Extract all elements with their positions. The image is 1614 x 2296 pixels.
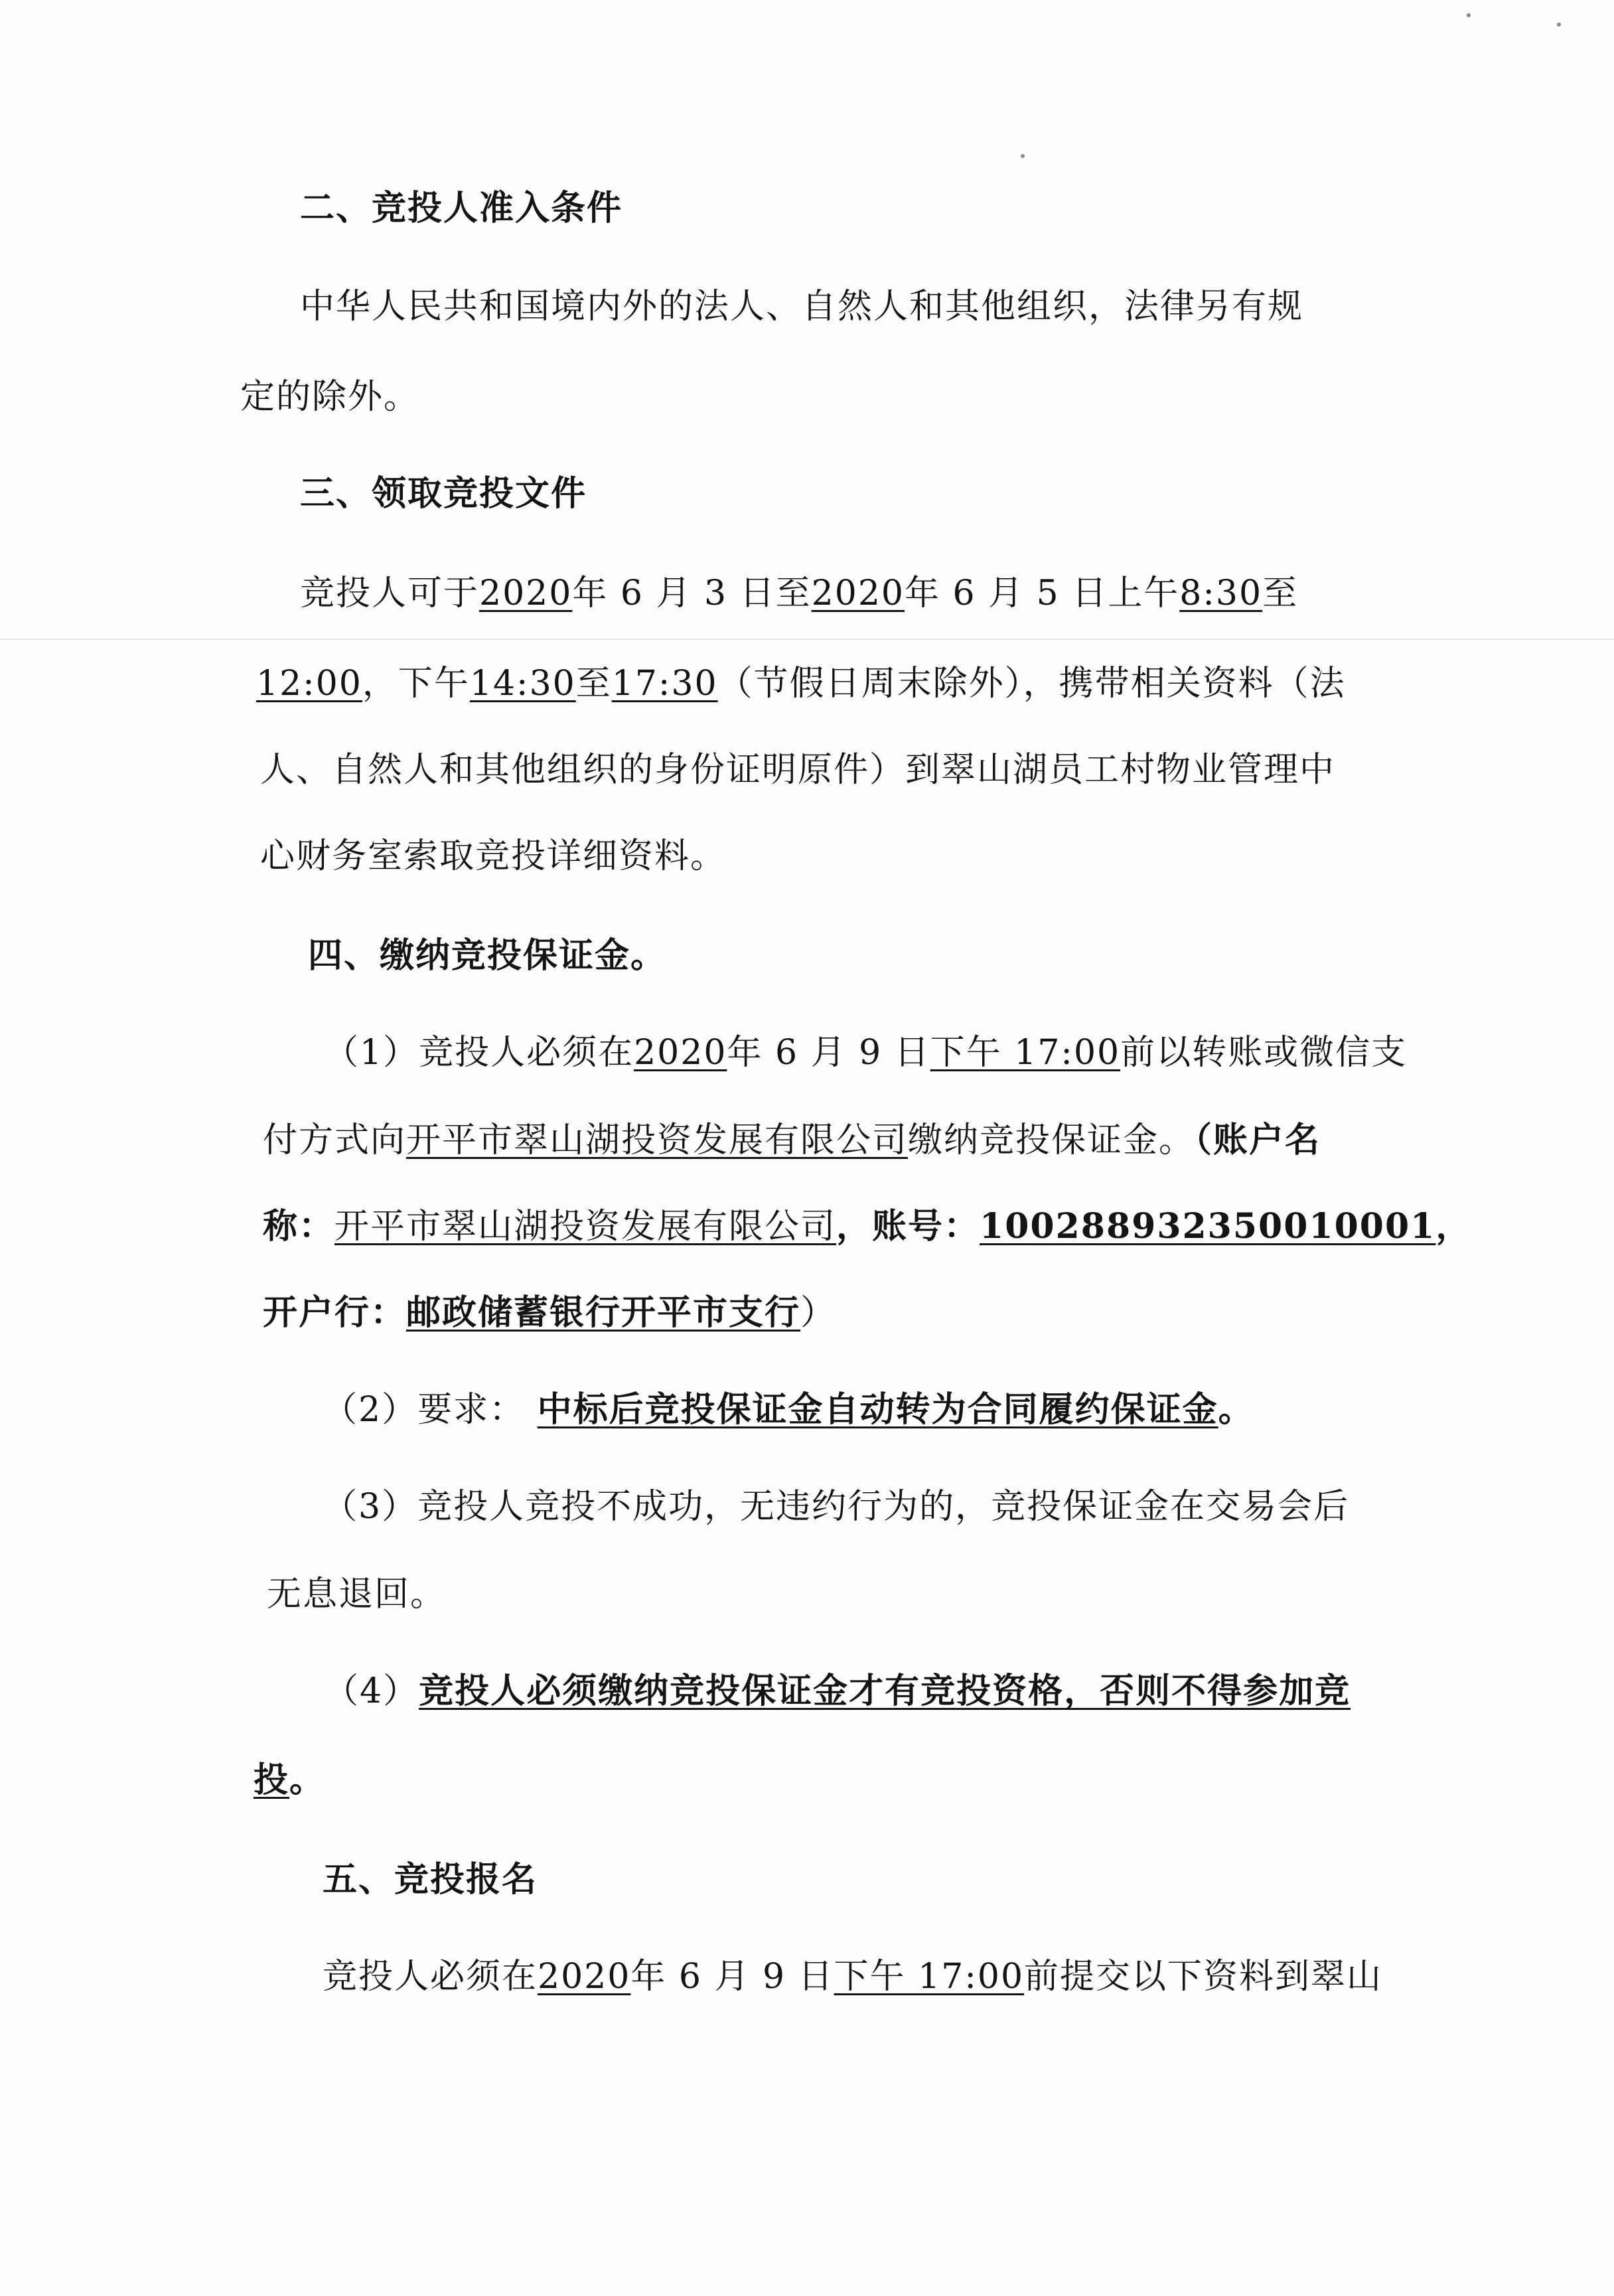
deadline-time: 下午 17:00: [834, 1957, 1025, 1997]
section-4-item-3-line-2: 无息退回。: [267, 1574, 447, 1614]
section-5-line-1: [323, 1955, 1382, 1998]
scan-speck: [1557, 23, 1561, 27]
text-segment: 缴纳竞投保证金。: [908, 1120, 1195, 1160]
section-3-line-3: 人、自然人和其他组织的身份证明原件）到翠山湖员工村物业管理中: [260, 750, 1336, 790]
text-segment: ，下午: [362, 664, 470, 704]
deadline-year: 2020: [538, 1957, 631, 1997]
section-3-line-1: [300, 572, 1298, 615]
scan-speck: [1467, 13, 1471, 17]
text-segment: 前提交以下资料到翠山: [1024, 1957, 1383, 1997]
afternoon-end-time: 17:30: [611, 664, 718, 704]
section-4-item-3-line-1: （3）竞投人竞投不成功，无违约行为的，竞投保证金在交易会后: [323, 1487, 1350, 1527]
requirement-text: 竞投人必须缴纳竞投保证金才有竞投资格，否则不得参加竞: [419, 1671, 1351, 1711]
text-segment: 年 6 月 5 日上午: [905, 574, 1180, 613]
text-segment: ）: [800, 1293, 837, 1333]
section-2-paragraph-line-1: 中华人民共和国境内外的法人、自然人和其他组织，法律另有规: [300, 287, 1304, 327]
morning-end-time: 12:00: [256, 664, 362, 704]
text-segment: 。: [289, 1760, 326, 1800]
section-4-item-1-line-3: [263, 1205, 1471, 1248]
text-segment: （节假日周末除外），携带相关资料（法: [717, 664, 1346, 704]
section-4-item-1-line-4: [263, 1292, 836, 1334]
section-2-heading: 二、竞投人准入条件: [300, 188, 623, 228]
section-5-heading: 五、竞投报名: [323, 1859, 538, 1900]
payee-company: 开平市翠山湖投资发展有限公司: [406, 1120, 909, 1160]
text-segment: 竞投人可于: [300, 574, 480, 613]
account-number-value: 100288932350010001: [980, 1206, 1436, 1247]
requirement-text: 中标后竞投保证金自动转为合同履约保证金: [537, 1389, 1218, 1430]
requirement-text: 投: [254, 1760, 290, 1800]
account-number-label: ，账号：: [836, 1206, 980, 1247]
end-year: 2020: [811, 574, 905, 613]
text-segment: 至: [1262, 574, 1299, 613]
account-name-label: 称：: [263, 1206, 335, 1247]
text-segment: 年 6 月 9 日: [630, 1957, 834, 1997]
afternoon-start-time: 14:30: [469, 664, 576, 704]
account-name-value: 开平市翠山湖投资发展有限公司: [334, 1207, 837, 1247]
section-4-heading: 四、缴纳竞投保证金。: [308, 935, 667, 976]
section-4-item-4-line-1: [324, 1670, 1351, 1713]
scan-speck: [1021, 154, 1025, 158]
text-segment: 至: [575, 664, 612, 704]
text-segment: 付方式向: [263, 1120, 407, 1160]
section-4-item-1-line-1: [324, 1032, 1407, 1074]
deadline-year: 2020: [634, 1033, 727, 1073]
text-segment: 前以转账或微信支: [1120, 1033, 1408, 1073]
bank-label: 开户行：: [263, 1292, 407, 1333]
section-3-line-2: [256, 662, 1346, 705]
text-segment: （2）要求：: [323, 1390, 526, 1430]
section-4-item-4-line-2: [254, 1759, 325, 1801]
text-segment: ，: [1435, 1206, 1472, 1247]
text-segment: 年 6 月 3 日至: [572, 574, 812, 613]
section-4-item-2: [323, 1389, 1254, 1431]
section-3-line-4: 心财务室索取竞投详细资料。: [260, 836, 727, 876]
scan-artifact-line: [0, 639, 1614, 640]
text-segment: 年 6 月 9 日: [727, 1033, 930, 1073]
text-segment: （1）竞投人必须在: [324, 1033, 634, 1073]
bank-value: 邮政储蓄银行开平市支行: [406, 1292, 801, 1333]
text-segment: 。: [1218, 1389, 1254, 1430]
morning-start-time: 8:30: [1179, 574, 1263, 613]
text-segment: 竞投人必须在: [323, 1957, 538, 1997]
text-segment: （账户名: [1195, 1120, 1321, 1160]
section-2-paragraph-line-2: 定的除外。: [240, 377, 420, 417]
deadline-time: 下午 17:00: [930, 1033, 1121, 1073]
text-segment: （4）: [324, 1671, 419, 1711]
section-4-item-1-line-2: [263, 1119, 1321, 1162]
section-3-heading: 三、领取竞投文件: [300, 473, 587, 514]
start-year: 2020: [479, 574, 573, 613]
